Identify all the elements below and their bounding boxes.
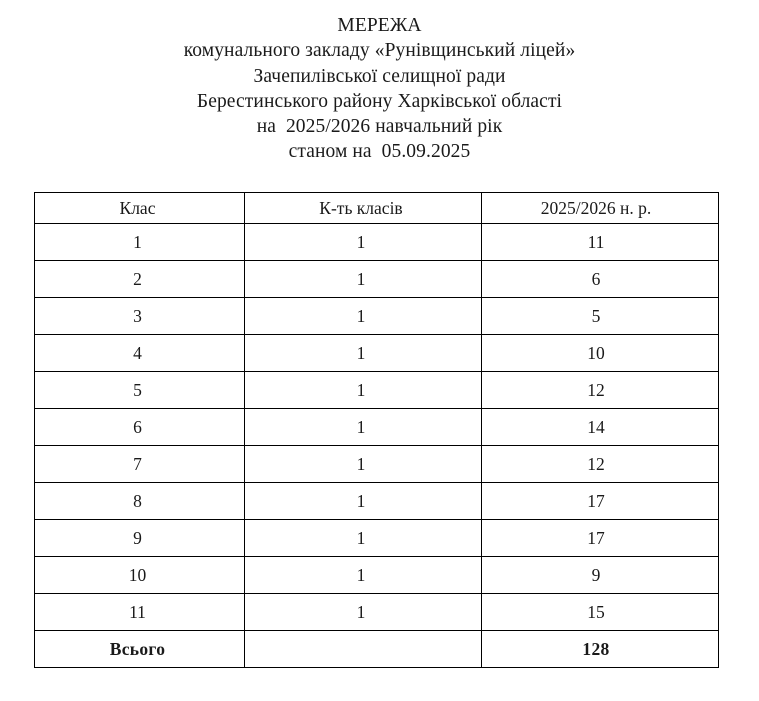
heading-line-council: Зачепилівської селищної ради xyxy=(253,65,506,87)
cell-klas: 11 xyxy=(35,594,245,631)
cell-students: 17 xyxy=(482,520,719,557)
cell-klas: 4 xyxy=(35,335,245,372)
table-row xyxy=(35,557,719,594)
cell-klas: 2 xyxy=(35,261,245,298)
heading-line-as-of-date: станом на 05.09.2025 xyxy=(288,141,471,163)
cell-total-students: 128 xyxy=(482,631,719,668)
cell-students: 10 xyxy=(482,335,719,372)
table-row xyxy=(35,520,719,557)
cell-class-count: 1 xyxy=(245,298,482,335)
cell-class-count: 1 xyxy=(245,520,482,557)
cell-total-class-count xyxy=(245,631,482,668)
table-row xyxy=(35,298,719,335)
cell-klas: 5 xyxy=(35,372,245,409)
document-heading xyxy=(0,0,759,165)
column-header-class-count: К-ть класів xyxy=(245,193,482,224)
cell-total-label: Всього xyxy=(35,631,245,668)
table-body xyxy=(35,224,719,668)
column-header-academic-year: 2025/2026 н. р. xyxy=(482,193,719,224)
table-row xyxy=(35,446,719,483)
cell-students: 15 xyxy=(482,594,719,631)
table-row xyxy=(35,409,719,446)
cell-students: 9 xyxy=(482,557,719,594)
cell-class-count: 1 xyxy=(245,483,482,520)
table-header xyxy=(35,193,719,224)
cell-class-count: 1 xyxy=(245,409,482,446)
table-row xyxy=(35,483,719,520)
table-row xyxy=(35,372,719,409)
table-row xyxy=(35,335,719,372)
cell-students: 12 xyxy=(482,372,719,409)
cell-klas: 3 xyxy=(35,298,245,335)
cell-class-count: 1 xyxy=(245,557,482,594)
cell-klas: 9 xyxy=(35,520,245,557)
cell-klas: 7 xyxy=(35,446,245,483)
cell-klas: 1 xyxy=(35,224,245,261)
cell-class-count: 1 xyxy=(245,594,482,631)
heading-line-title: МЕРЕЖА xyxy=(337,15,422,36)
table-row xyxy=(35,224,719,261)
heading-line-region: Берестинського району Харківської області xyxy=(196,90,563,112)
cell-class-count: 1 xyxy=(245,224,482,261)
cell-class-count: 1 xyxy=(245,261,482,298)
table-row xyxy=(35,594,719,631)
cell-students: 5 xyxy=(482,298,719,335)
cell-class-count: 1 xyxy=(245,372,482,409)
table-total-row xyxy=(35,631,719,668)
table-header-row xyxy=(35,193,719,224)
table-row xyxy=(35,261,719,298)
cell-students: 14 xyxy=(482,409,719,446)
cell-students: 6 xyxy=(482,261,719,298)
cell-class-count: 1 xyxy=(245,446,482,483)
heading-line-academic-year: на 2025/2026 навчальний рік xyxy=(256,116,503,138)
heading-line-institution: комунального закладу «Рунівщинський ліцей» xyxy=(183,40,576,62)
cell-klas: 10 xyxy=(35,557,245,594)
column-header-klas: Клас xyxy=(35,193,245,224)
cell-klas: 6 xyxy=(35,409,245,446)
cell-class-count: 1 xyxy=(245,335,482,372)
cell-klas: 8 xyxy=(35,483,245,520)
cell-students: 12 xyxy=(482,446,719,483)
network-table xyxy=(34,192,719,668)
cell-students: 17 xyxy=(482,483,719,520)
cell-students: 11 xyxy=(482,224,719,261)
network-table-container xyxy=(34,192,718,668)
